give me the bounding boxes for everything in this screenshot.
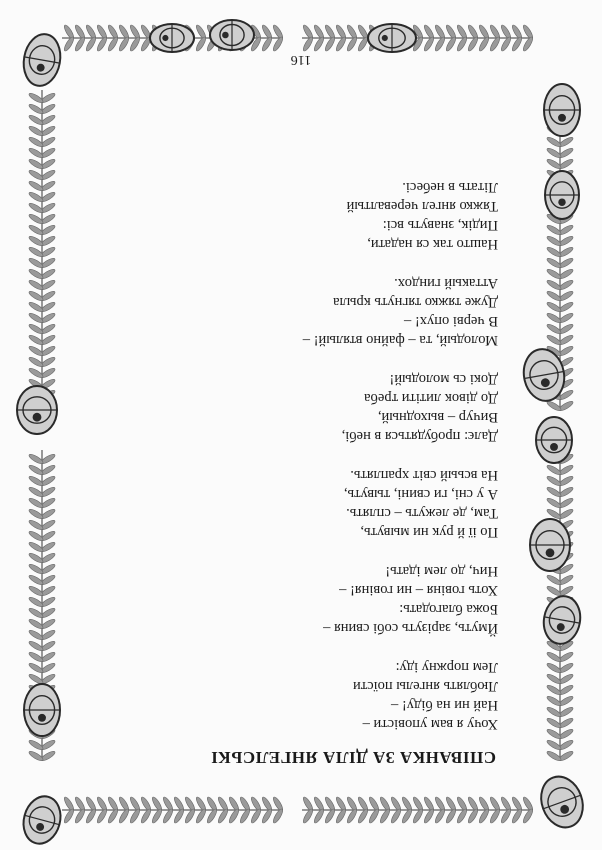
poem-line: Далє: пробудяться в небі, [341, 428, 498, 444]
easter-egg-icon [540, 593, 584, 647]
poem-line: Люблять янгелы поїсти [353, 678, 498, 694]
stanza-6 [98, 177, 498, 253]
easter-egg-icon [530, 519, 570, 571]
page-number: 116 [290, 52, 312, 67]
poem-line: Докі сь молодый! [389, 371, 498, 387]
easter-egg-icon [536, 417, 572, 463]
easter-egg-icon [544, 84, 580, 136]
poem-line: Молодый, та – файно втялый! – [302, 332, 498, 348]
poem-line: Там, де лежуть – сплять. [346, 505, 498, 521]
poem-line: Хочу я вам уповісти – [362, 716, 498, 732]
poem-line: В черві опух! – [404, 313, 498, 329]
poem-line: Лем поржну іду: [395, 659, 498, 675]
poem-line: Пидік, знавуть всі: [382, 217, 498, 233]
easter-egg-icon [534, 771, 589, 834]
poem-title: СПІВАНКА ЗА ДІЛА ЯНГЕЛСЬКІ [210, 748, 496, 767]
easter-egg-icon [18, 792, 65, 848]
easter-egg-icon [210, 20, 254, 50]
stanza-3 [98, 465, 498, 541]
poem-line: Аттакый гиндох. [394, 275, 498, 291]
poem-line: Нич, до лем ідать! [385, 563, 498, 579]
easter-egg-icon [368, 24, 416, 52]
poem-line: До дівок литіти треба [364, 390, 498, 406]
easter-egg-icon [24, 684, 60, 736]
poem-line: Тяжко янгел черевалтый [346, 198, 498, 214]
stanza-4 [98, 369, 498, 445]
poem-line: А у сні, ги свині, тывуть, [343, 486, 498, 502]
poem-line: По ії й рук ни мывуть, [360, 524, 498, 540]
easter-egg-icon [17, 386, 57, 434]
easter-egg-icon [545, 171, 579, 219]
stanza-1 [98, 657, 498, 733]
easter-egg-icon [150, 24, 194, 52]
poem-line: Літать в небесі. [402, 179, 498, 195]
stanza-2 [98, 561, 498, 637]
poem-line: Дуже тяжко тягнуть крыла [333, 294, 498, 310]
poem-line: Вичур – выходный, [377, 409, 498, 425]
poem-line: Нашто так ся надати, [367, 236, 498, 252]
poem [98, 157, 498, 767]
poem-line: Божа благодать: [399, 601, 498, 617]
poem-line: На всьый світ храплять. [350, 467, 498, 483]
poem-line: Най ни на біду! – [391, 697, 498, 713]
poem-line: Ймуть, зарізуть собі свиня – [323, 620, 498, 636]
poem-line: Хоть говіня – ни говіня! – [339, 582, 498, 598]
stanza-5 [98, 273, 498, 349]
